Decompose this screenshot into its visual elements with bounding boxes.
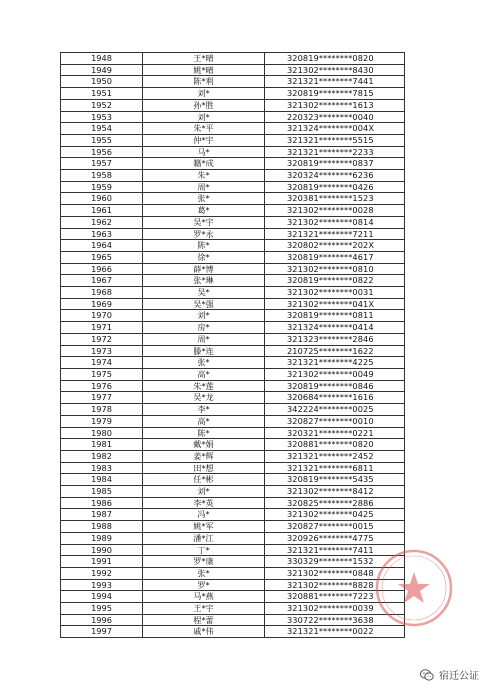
table-row bbox=[61, 392, 405, 404]
row-number: 1965 bbox=[61, 251, 143, 263]
table-row bbox=[61, 76, 405, 88]
table-row bbox=[61, 462, 405, 474]
row-number: 1955 bbox=[61, 134, 143, 146]
row-number: 1957 bbox=[61, 158, 143, 170]
table-row bbox=[61, 427, 405, 439]
table-row bbox=[61, 368, 405, 380]
person-name: 周* bbox=[143, 333, 265, 345]
id-number: 320881********0820 bbox=[265, 439, 405, 451]
table-row bbox=[61, 158, 405, 170]
id-number: 342224********0025 bbox=[265, 404, 405, 416]
person-name: 陈* bbox=[143, 427, 265, 439]
id-number: 320926********4775 bbox=[265, 532, 405, 544]
person-name: 刘* bbox=[143, 310, 265, 322]
id-number: 320819********5435 bbox=[265, 474, 405, 486]
id-number: 321302********1613 bbox=[265, 99, 405, 111]
person-name: 仲*宇 bbox=[143, 134, 265, 146]
id-number: 321321********7411 bbox=[265, 544, 405, 556]
id-number: 321302********041X bbox=[265, 298, 405, 310]
id-number: 321321********7441 bbox=[265, 76, 405, 88]
table-row bbox=[61, 345, 405, 357]
row-number: 1960 bbox=[61, 193, 143, 205]
person-name: 王*宇 bbox=[143, 603, 265, 615]
person-name: 籍*成 bbox=[143, 158, 265, 170]
person-name: 周* bbox=[143, 181, 265, 193]
person-name: 吴*宇 bbox=[143, 216, 265, 228]
id-number: 321321********4225 bbox=[265, 357, 405, 369]
person-name: 张* bbox=[143, 357, 265, 369]
person-name: 冯* bbox=[143, 509, 265, 521]
row-number: 1983 bbox=[61, 462, 143, 474]
id-number: 320827********0010 bbox=[265, 415, 405, 427]
row-number: 1990 bbox=[61, 544, 143, 556]
table-row bbox=[61, 333, 405, 345]
person-name: 陈* bbox=[143, 240, 265, 252]
table-row bbox=[61, 579, 405, 591]
person-name: 薛*博 bbox=[143, 263, 265, 275]
person-name: 滕*连 bbox=[143, 345, 265, 357]
id-number: 321302********8828 bbox=[265, 579, 405, 591]
person-name: 马*燕 bbox=[143, 591, 265, 603]
id-number: 320819********0426 bbox=[265, 181, 405, 193]
id-number: 320321********0221 bbox=[265, 427, 405, 439]
red-company-seal-icon bbox=[374, 548, 454, 628]
table-row bbox=[61, 99, 405, 111]
table-row bbox=[61, 287, 405, 299]
person-name: 吴*龙 bbox=[143, 392, 265, 404]
table-row bbox=[61, 603, 405, 615]
row-number: 1977 bbox=[61, 392, 143, 404]
person-name: 李* bbox=[143, 404, 265, 416]
person-name: 姚*晴 bbox=[143, 64, 265, 76]
id-number: 321302********0425 bbox=[265, 509, 405, 521]
row-number: 1969 bbox=[61, 298, 143, 310]
registration-table bbox=[60, 52, 405, 638]
table-row bbox=[61, 216, 405, 228]
person-name: 李*英 bbox=[143, 497, 265, 509]
person-name: 陈*利 bbox=[143, 76, 265, 88]
id-number: 321321********6811 bbox=[265, 462, 405, 474]
person-name: 戚*伟 bbox=[143, 626, 265, 638]
row-number: 1979 bbox=[61, 415, 143, 427]
table-row bbox=[61, 134, 405, 146]
row-number: 1996 bbox=[61, 614, 143, 626]
id-number: 321302********0049 bbox=[265, 368, 405, 380]
id-number: 321302********8430 bbox=[265, 64, 405, 76]
row-number: 1986 bbox=[61, 497, 143, 509]
table-row bbox=[61, 556, 405, 568]
id-number: 320819********4617 bbox=[265, 251, 405, 263]
row-number: 1963 bbox=[61, 228, 143, 240]
person-name: 吴*强 bbox=[143, 298, 265, 310]
table-row bbox=[61, 228, 405, 240]
id-number: 330722********3638 bbox=[265, 614, 405, 626]
id-number: 320825********2886 bbox=[265, 497, 405, 509]
id-number: 320819********0846 bbox=[265, 380, 405, 392]
id-number: 321321********2233 bbox=[265, 146, 405, 158]
id-number: 320819********7815 bbox=[265, 88, 405, 100]
table-row bbox=[61, 263, 405, 275]
person-name: 张* bbox=[143, 567, 265, 579]
person-name: 房* bbox=[143, 322, 265, 334]
row-number: 1959 bbox=[61, 181, 143, 193]
table-row bbox=[61, 439, 405, 451]
id-number: 321302********0039 bbox=[265, 603, 405, 615]
footer-text: 宿迁公证 bbox=[439, 671, 479, 682]
row-number: 1962 bbox=[61, 216, 143, 228]
row-number: 1981 bbox=[61, 439, 143, 451]
table-row bbox=[61, 322, 405, 334]
table-row bbox=[61, 404, 405, 416]
person-name: 高* bbox=[143, 368, 265, 380]
row-number: 1949 bbox=[61, 64, 143, 76]
person-name: 田*想 bbox=[143, 462, 265, 474]
id-number: 320827********0015 bbox=[265, 521, 405, 533]
row-number: 1989 bbox=[61, 532, 143, 544]
table-row bbox=[61, 64, 405, 76]
row-number: 1978 bbox=[61, 404, 143, 416]
person-name: 张*琳 bbox=[143, 275, 265, 287]
person-name: 朱*莲 bbox=[143, 380, 265, 392]
row-number: 1972 bbox=[61, 333, 143, 345]
id-number: 321302********8412 bbox=[265, 486, 405, 498]
row-number: 1994 bbox=[61, 591, 143, 603]
table-row bbox=[61, 181, 405, 193]
table-row bbox=[61, 240, 405, 252]
person-name: 罗* bbox=[143, 579, 265, 591]
table-row bbox=[61, 486, 405, 498]
id-number: 321321********7211 bbox=[265, 228, 405, 240]
row-number: 1950 bbox=[61, 76, 143, 88]
row-number: 1970 bbox=[61, 310, 143, 322]
person-name: 程*蕾 bbox=[143, 614, 265, 626]
table-row bbox=[61, 111, 405, 123]
table-row bbox=[61, 205, 405, 217]
row-number: 1956 bbox=[61, 146, 143, 158]
table-row bbox=[61, 614, 405, 626]
row-number: 1982 bbox=[61, 450, 143, 462]
person-name: 葛* bbox=[143, 205, 265, 217]
table-row bbox=[61, 497, 405, 509]
table-row bbox=[61, 450, 405, 462]
row-number: 1967 bbox=[61, 275, 143, 287]
table-row bbox=[61, 544, 405, 556]
id-number: 320381********1523 bbox=[265, 193, 405, 205]
table-row bbox=[61, 567, 405, 579]
row-number: 1971 bbox=[61, 322, 143, 334]
person-name: 刘* bbox=[143, 88, 265, 100]
person-name: 徐* bbox=[143, 251, 265, 263]
table-row bbox=[61, 415, 405, 427]
id-number: 321321********0022 bbox=[265, 626, 405, 638]
id-number: 320881********7223 bbox=[265, 591, 405, 603]
table-row bbox=[61, 521, 405, 533]
footer-watermark bbox=[420, 667, 479, 682]
id-number: 321302********0848 bbox=[265, 567, 405, 579]
table-row bbox=[61, 298, 405, 310]
table-row bbox=[61, 357, 405, 369]
row-number: 1948 bbox=[61, 53, 143, 65]
table-row bbox=[61, 193, 405, 205]
row-number: 1953 bbox=[61, 111, 143, 123]
row-number: 1987 bbox=[61, 509, 143, 521]
id-number: 321302********0028 bbox=[265, 205, 405, 217]
row-number: 1966 bbox=[61, 263, 143, 275]
table-row bbox=[61, 53, 405, 65]
id-number: 320819********0820 bbox=[265, 53, 405, 65]
person-name: 姜*辉 bbox=[143, 450, 265, 462]
person-name: 马* bbox=[143, 146, 265, 158]
person-name: 刘* bbox=[143, 486, 265, 498]
id-number: 220323********0040 bbox=[265, 111, 405, 123]
id-number: 321302********0810 bbox=[265, 263, 405, 275]
person-name: 朱* bbox=[143, 170, 265, 182]
id-number: 321324********0414 bbox=[265, 322, 405, 334]
table-body bbox=[61, 53, 405, 638]
row-number: 1975 bbox=[61, 368, 143, 380]
table-row bbox=[61, 170, 405, 182]
row-number: 1993 bbox=[61, 579, 143, 591]
person-name: 高* bbox=[143, 415, 265, 427]
wechat-icon bbox=[420, 668, 434, 682]
row-number: 1961 bbox=[61, 205, 143, 217]
person-name: 王*晴 bbox=[143, 53, 265, 65]
table-row bbox=[61, 474, 405, 486]
row-number: 1954 bbox=[61, 123, 143, 135]
id-number: 321321********2452 bbox=[265, 450, 405, 462]
row-number: 1964 bbox=[61, 240, 143, 252]
table-row bbox=[61, 626, 405, 638]
id-number: 320819********0837 bbox=[265, 158, 405, 170]
id-number: 330329********1532 bbox=[265, 556, 405, 568]
person-name: 朱*平 bbox=[143, 123, 265, 135]
id-number: 320819********0811 bbox=[265, 310, 405, 322]
id-number: 321323********2846 bbox=[265, 333, 405, 345]
table-row bbox=[61, 591, 405, 603]
person-name: 戴*娟 bbox=[143, 439, 265, 451]
id-number: 210725********1622 bbox=[265, 345, 405, 357]
row-number: 1988 bbox=[61, 521, 143, 533]
person-name: 张* bbox=[143, 193, 265, 205]
row-number: 1973 bbox=[61, 345, 143, 357]
person-name: 潘*江 bbox=[143, 532, 265, 544]
row-number: 1952 bbox=[61, 99, 143, 111]
person-name: 孙*胜 bbox=[143, 99, 265, 111]
id-number: 321302********0814 bbox=[265, 216, 405, 228]
table-row bbox=[61, 310, 405, 322]
table-row bbox=[61, 88, 405, 100]
table-row bbox=[61, 532, 405, 544]
row-number: 1991 bbox=[61, 556, 143, 568]
table-row bbox=[61, 123, 405, 135]
row-number: 1985 bbox=[61, 486, 143, 498]
row-number: 1976 bbox=[61, 380, 143, 392]
row-number: 1951 bbox=[61, 88, 143, 100]
row-number: 1980 bbox=[61, 427, 143, 439]
row-number: 1974 bbox=[61, 357, 143, 369]
table-row bbox=[61, 380, 405, 392]
row-number: 1997 bbox=[61, 626, 143, 638]
person-name: 丁* bbox=[143, 544, 265, 556]
row-number: 1984 bbox=[61, 474, 143, 486]
person-name: 任*彬 bbox=[143, 474, 265, 486]
row-number: 1995 bbox=[61, 603, 143, 615]
id-number: 320684********1616 bbox=[265, 392, 405, 404]
table-row bbox=[61, 251, 405, 263]
table-row bbox=[61, 509, 405, 521]
person-name: 罗*康 bbox=[143, 556, 265, 568]
person-name: 罗*永 bbox=[143, 228, 265, 240]
table-row bbox=[61, 146, 405, 158]
table-row bbox=[61, 275, 405, 287]
id-number: 320324********6236 bbox=[265, 170, 405, 182]
id-number: 320819********0822 bbox=[265, 275, 405, 287]
person-name: 姚*军 bbox=[143, 521, 265, 533]
id-number: 321321********5515 bbox=[265, 134, 405, 146]
person-name: 刘* bbox=[143, 111, 265, 123]
row-number: 1968 bbox=[61, 287, 143, 299]
row-number: 1958 bbox=[61, 170, 143, 182]
id-number: 321302********0031 bbox=[265, 287, 405, 299]
row-number: 1992 bbox=[61, 567, 143, 579]
id-number: 321324********004X bbox=[265, 123, 405, 135]
person-name: 吴* bbox=[143, 287, 265, 299]
id-number: 320802********202X bbox=[265, 240, 405, 252]
